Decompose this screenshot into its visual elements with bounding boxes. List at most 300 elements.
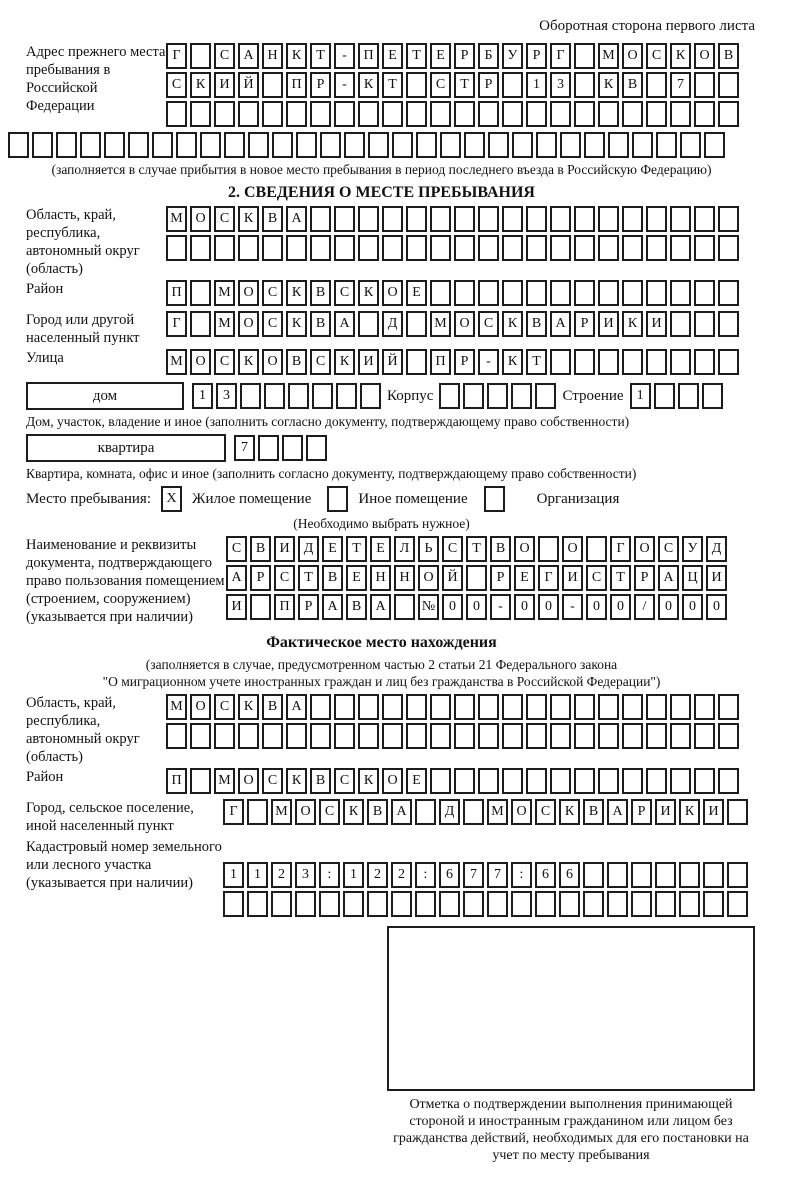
char-box [223,891,244,917]
char-box [334,206,355,232]
char-box: В [286,349,307,375]
char-box: О [454,311,475,337]
char-box [694,694,715,720]
char-box [358,101,379,127]
char-box: Н [262,43,283,69]
char-box: О [295,799,316,825]
char-box: К [286,768,307,794]
document-label: Наименование и реквизиты документа, подтверждающего право пользования помещением (строением, сооружением) (указывается при наличии) [26,537,225,625]
char-box: М [487,799,508,825]
char-box [574,723,595,749]
char-box: Г [538,565,559,591]
char-box [394,594,415,620]
char-box: И [226,594,247,620]
char-box: М [598,43,619,69]
char-box: 2 [391,862,412,888]
char-box [32,132,53,158]
char-box: С [310,349,331,375]
char-box [430,101,451,127]
char-box: А [391,799,412,825]
char-box: Г [166,43,187,69]
char-box [406,101,427,127]
char-box: А [238,43,259,69]
char-box: В [310,280,331,306]
street-row [166,349,755,375]
stay-option-organization-label: Организация [536,490,620,507]
char-box: С [262,768,283,794]
char-box: Е [382,43,403,69]
char-box [80,132,101,158]
char-box [319,891,340,917]
actual-location-title: Фактическое место нахождения [266,634,497,651]
char-box: Л [394,536,415,562]
char-box: / [634,594,655,620]
char-box [430,694,451,720]
char-box: 3 [216,383,237,409]
char-box: 2 [271,862,292,888]
house-note: Дом, участок, владение и иное (заполнить согласно документу, подтверждающему право собственности) [26,414,630,429]
char-box: 6 [439,862,460,888]
char-box: В [367,799,388,825]
char-box [190,43,211,69]
char-box [646,280,667,306]
char-box [502,280,523,306]
char-box [258,435,279,461]
char-box: 6 [559,862,580,888]
char-box [718,72,739,98]
char-box [598,768,619,794]
char-box [622,101,643,127]
char-box [574,43,595,69]
char-box [190,280,211,306]
char-box [382,694,403,720]
char-box: Д [382,311,403,337]
char-box [454,280,475,306]
char-box: - [478,349,499,375]
char-box [406,235,427,261]
char-box: 1 [630,383,651,409]
char-box [670,349,691,375]
char-box [502,206,523,232]
char-box [718,694,739,720]
registration-stamp-box [387,926,755,1091]
char-box [406,206,427,232]
char-box [670,101,691,127]
char-box [358,206,379,232]
char-box: В [718,43,739,69]
char-box [678,383,699,409]
char-box: И [646,311,667,337]
char-box [646,101,667,127]
char-box: Е [406,280,427,306]
char-box: Г [610,536,631,562]
char-box [464,132,485,158]
previous-address-row-1 [166,43,755,69]
char-box [718,311,739,337]
char-box: С [214,694,235,720]
char-box: К [559,799,580,825]
char-box: М [214,311,235,337]
char-box: О [262,349,283,375]
char-box: К [358,280,379,306]
char-box: О [511,799,532,825]
char-box: О [514,536,535,562]
char-box: С [226,536,247,562]
char-box [310,101,331,127]
char-box: В [310,768,331,794]
previous-address-extra-row [8,132,755,158]
char-box [262,235,283,261]
char-box: Г [550,43,571,69]
char-box [718,723,739,749]
char-box: А [226,565,247,591]
char-box [694,349,715,375]
char-box [190,768,211,794]
char-box: К [622,311,643,337]
char-box [574,72,595,98]
stay-option-organization-checkbox [484,486,505,512]
char-box [655,862,676,888]
char-box [487,383,508,409]
char-box: - [334,72,355,98]
char-box [702,383,723,409]
char-box: М [214,768,235,794]
char-box [262,72,283,98]
char-box [382,235,403,261]
char-box [718,235,739,261]
char-box: М [166,694,187,720]
char-box [502,101,523,127]
char-box: И [214,72,235,98]
char-box: 0 [466,594,487,620]
char-box: : [511,862,532,888]
field-district [8,280,755,309]
char-box [586,536,607,562]
document-row-3 [226,594,755,620]
char-box: Д [298,536,319,562]
char-box: М [166,349,187,375]
char-box [511,383,532,409]
char-box [336,383,357,409]
actual-district-row [166,768,755,794]
char-box: 7 [234,435,255,461]
apartment-type-box: квартира [26,434,226,462]
char-box [550,723,571,749]
char-box [694,235,715,261]
char-box [214,723,235,749]
char-box [574,694,595,720]
char-box: У [682,536,703,562]
char-box: К [502,349,523,375]
char-box: Е [346,565,367,591]
actual-region-row-2 [166,723,755,749]
char-box: 2 [367,862,388,888]
char-box [358,235,379,261]
char-box: 7 [463,862,484,888]
district-label: Район [26,281,64,297]
char-box: И [274,536,295,562]
char-box: С [274,565,295,591]
char-box [382,101,403,127]
char-box [694,206,715,232]
city-row [166,311,755,337]
char-box: Р [634,565,655,591]
char-box [214,235,235,261]
char-box: И [655,799,676,825]
char-box [526,280,547,306]
char-box: В [322,565,343,591]
char-box [622,694,643,720]
char-box [286,723,307,749]
previous-address-note: (заполняется в случае прибытия в новое место пребывания в период последнего въезда в Российскую Федерацию) [51,162,712,177]
char-box [296,132,317,158]
cadastral-label: Кадастровый номер земельного или лесного участка (указывается при наличии) [26,839,222,891]
char-box [478,235,499,261]
char-box: К [238,349,259,375]
char-box: Т [526,349,547,375]
char-box [478,280,499,306]
char-box [538,536,559,562]
char-box [718,206,739,232]
char-box: К [286,280,307,306]
char-box [670,206,691,232]
char-box: В [310,311,331,337]
char-box: С [319,799,340,825]
char-box: М [166,206,187,232]
char-box [440,132,461,158]
char-box: О [634,536,655,562]
char-box [703,891,724,917]
char-box [368,132,389,158]
char-box [240,383,261,409]
char-box [392,132,413,158]
actual-region-label: Область, край, республика, автономный округ (область) [26,695,140,765]
char-box [550,280,571,306]
char-box [454,235,475,261]
korpus-label: Корпус [387,387,434,404]
char-box: Р [574,311,595,337]
char-box: М [214,280,235,306]
char-box [286,235,307,261]
char-box [574,349,595,375]
char-box [415,891,436,917]
char-box: К [502,311,523,337]
char-box: Т [466,536,487,562]
char-box: И [358,349,379,375]
char-box: К [670,43,691,69]
char-box: К [238,694,259,720]
korpus-grid [439,383,556,409]
char-box [367,891,388,917]
char-box: 7 [487,862,508,888]
char-box: У [502,43,523,69]
char-box [463,799,484,825]
char-box: Т [454,72,475,98]
char-box [382,723,403,749]
char-box [310,235,331,261]
stroenie-grid [630,383,723,409]
char-box [655,891,676,917]
char-box [502,235,523,261]
char-box: В [346,594,367,620]
char-box: С [442,536,463,562]
char-box [343,891,364,917]
char-box: П [166,280,187,306]
char-box: Ц [682,565,703,591]
char-box [334,101,355,127]
char-box [295,891,316,917]
char-box: В [583,799,604,825]
char-box [8,132,29,158]
char-box [288,383,309,409]
char-box [439,383,460,409]
region-row-2 [166,235,755,261]
char-box [430,280,451,306]
char-box [526,101,547,127]
char-box [526,768,547,794]
char-box: 7 [670,72,691,98]
char-box [286,101,307,127]
char-box [703,862,724,888]
char-box [334,694,355,720]
char-box [511,891,532,917]
char-box: В [262,694,283,720]
char-box [574,206,595,232]
char-box: Е [514,565,535,591]
char-box [646,723,667,749]
char-box [334,235,355,261]
char-box [406,723,427,749]
field-actual-district [8,768,755,797]
char-box [250,594,271,620]
stay-type-row [8,486,755,512]
char-box: О [238,280,259,306]
char-box: О [382,280,403,306]
char-box: Ь [418,536,439,562]
char-box [670,768,691,794]
region-row-1 [166,206,755,232]
char-box [487,891,508,917]
char-box: М [430,311,451,337]
field-actual-region [8,694,755,766]
char-box: Г [166,311,187,337]
char-box [488,132,509,158]
char-box [502,694,523,720]
char-box: 1 [192,383,213,409]
char-box [454,723,475,749]
char-box [704,132,725,158]
char-box [536,132,557,158]
char-box: Т [346,536,367,562]
char-box: Т [298,565,319,591]
char-box [550,101,571,127]
char-box: И [703,799,724,825]
char-box: - [562,594,583,620]
char-box [598,723,619,749]
char-box: 0 [706,594,727,620]
char-box [312,383,333,409]
stay-option-residential-label: Жилое помещение [192,490,312,507]
char-box [598,101,619,127]
char-box [670,694,691,720]
char-box [654,383,675,409]
char-box [166,101,187,127]
char-box [238,235,259,261]
char-box [559,891,580,917]
char-box [550,349,571,375]
char-box: 0 [442,594,463,620]
char-box [535,383,556,409]
char-box [646,349,667,375]
char-box [694,311,715,337]
char-box [430,206,451,232]
char-box [622,768,643,794]
previous-address-row-2 [166,72,755,98]
char-box: И [562,565,583,591]
char-box: Т [382,72,403,98]
char-box: Д [706,536,727,562]
char-box [128,132,149,158]
house-row [8,382,755,410]
char-box [622,723,643,749]
char-box [631,891,652,917]
apartment-row [8,434,755,462]
char-box [406,694,427,720]
char-box [502,768,523,794]
char-box [214,101,235,127]
char-box [282,435,303,461]
char-box [463,891,484,917]
char-box: К [358,72,379,98]
char-box [694,101,715,127]
char-box [502,723,523,749]
char-box: А [322,594,343,620]
char-box [430,768,451,794]
char-box [247,891,268,917]
section2-title: 2. СВЕДЕНИЯ О МЕСТЕ ПРЕБЫВАНИЯ [228,184,535,201]
char-box: Й [238,72,259,98]
char-box: А [286,694,307,720]
char-box: О [694,43,715,69]
char-box: П [274,594,295,620]
char-box [262,723,283,749]
char-box: 1 [343,862,364,888]
document-row-1 [226,536,755,562]
char-box [360,383,381,409]
char-box [550,768,571,794]
char-box: С [166,72,187,98]
char-box: А [370,594,391,620]
char-box: К [334,349,355,375]
char-box [56,132,77,158]
char-box: В [250,536,271,562]
char-box: О [622,43,643,69]
char-box [598,235,619,261]
char-box: В [622,72,643,98]
char-box [190,311,211,337]
char-box: 6 [535,862,556,888]
char-box [224,132,245,158]
char-box [670,280,691,306]
actual-city-label: Город, сельское поселение, иной населенный пункт [26,800,194,834]
char-box: А [607,799,628,825]
char-box [526,206,547,232]
char-box [190,101,211,127]
char-box: В [262,206,283,232]
char-box [646,768,667,794]
region-label: Область, край, республика, автономный округ (область) [26,207,140,277]
char-box [646,72,667,98]
